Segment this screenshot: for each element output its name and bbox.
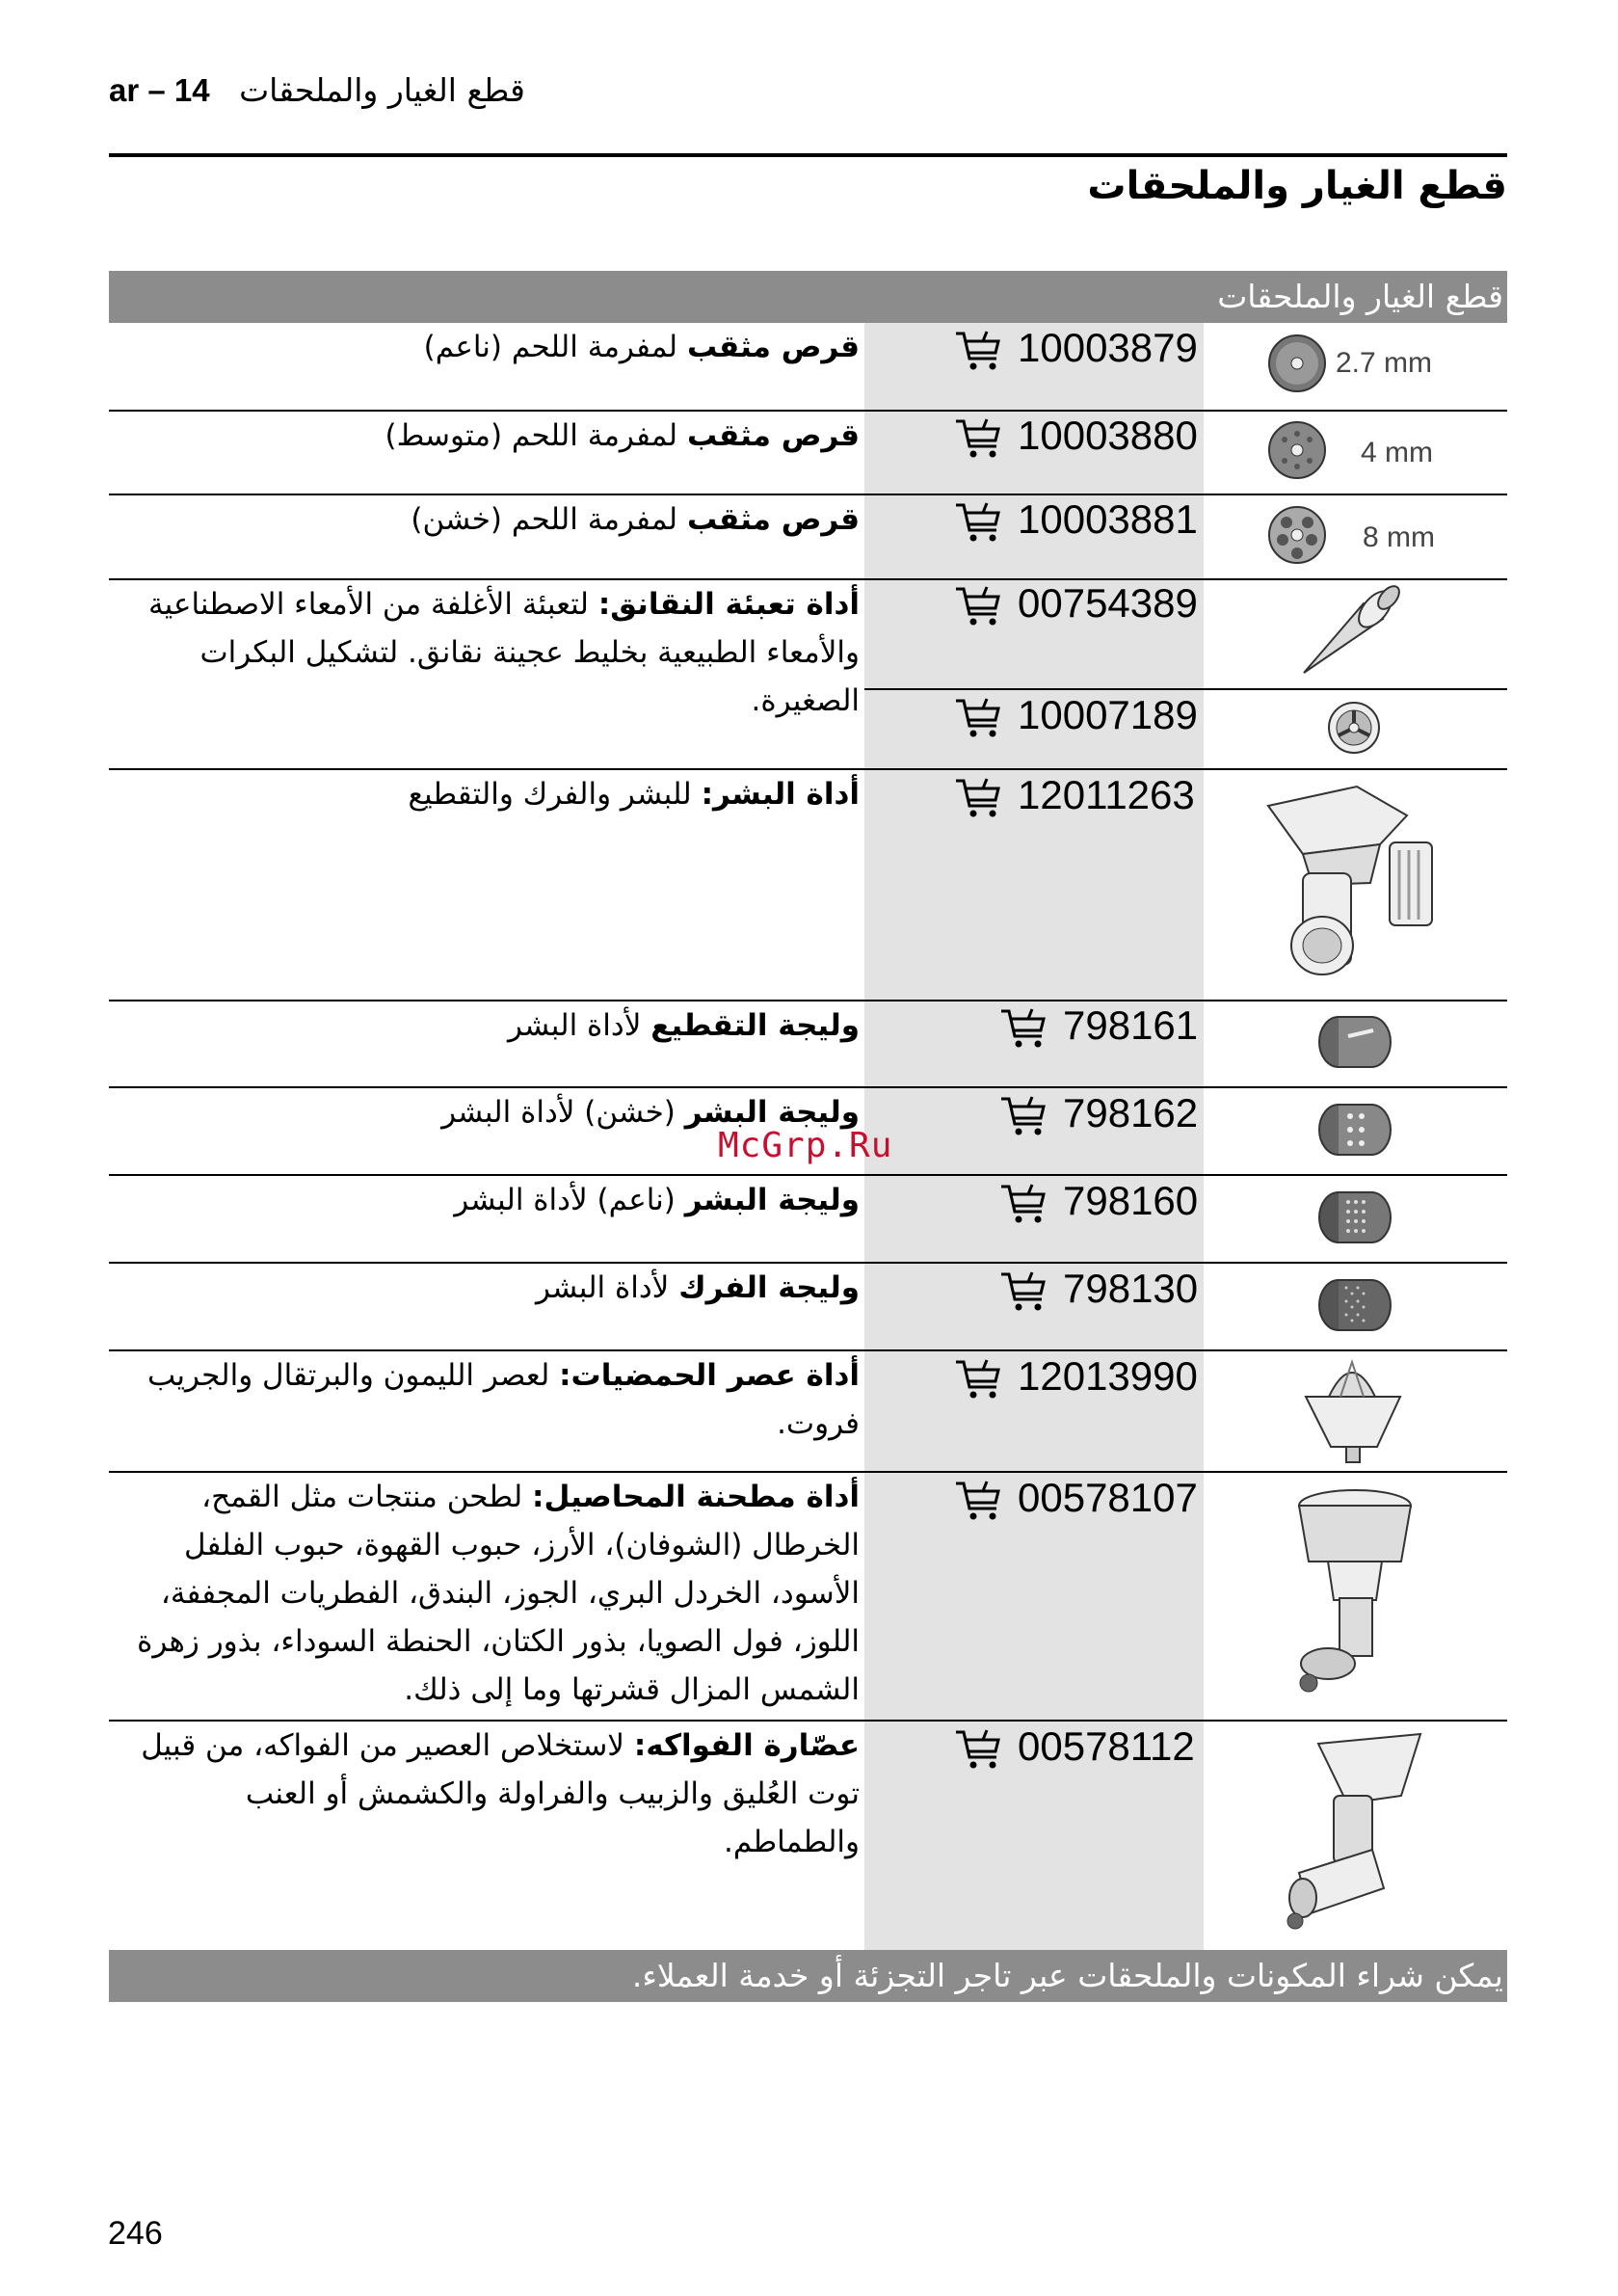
grain-mill-icon (1289, 1484, 1415, 1696)
table-header: قطع الغيار والملحقات (109, 271, 1507, 323)
sausage-filler-icon (1296, 584, 1412, 681)
page-title: قطع الغيار والملحقات (1087, 164, 1507, 208)
watermark: McGrp.Ru (718, 1126, 893, 1165)
row-description: وليجة البشر (ناعم) لأداة البشر (454, 1183, 860, 1217)
header-section: قطع الغيار والملحقات (239, 71, 525, 109)
cart-icon[interactable] (954, 585, 1004, 627)
part-number: 10003881 (1018, 496, 1198, 542)
page-label: ar – 14 (109, 72, 210, 108)
part-number: 798161 (1063, 1002, 1199, 1048)
slicing-drum-icon (1315, 1007, 1393, 1075)
row-divider (864, 688, 1507, 690)
row-description: وليجة الفرك لأداة البشر (536, 1270, 860, 1305)
coarse-drum-icon (1315, 1095, 1393, 1162)
disc-coarse-icon (1265, 503, 1329, 567)
cart-icon[interactable] (999, 1007, 1049, 1050)
page-header (109, 71, 525, 109)
citrus-press-icon (1296, 1354, 1410, 1468)
part-number: 12011263 (1018, 772, 1195, 817)
cart-icon[interactable] (954, 697, 1004, 739)
row-description: وليجة البشر (خشن) لأداة البشر (441, 1095, 860, 1130)
cart-icon[interactable] (954, 1358, 1004, 1401)
cart-icon[interactable] (954, 777, 1004, 819)
part-number: 10003879 (1018, 325, 1198, 370)
footer-note: يمكن شراء المكونات والملحقات عبر تاجر التجزئة أو خدمة العملاء. (109, 1950, 1507, 2002)
cart-icon[interactable] (954, 1480, 1004, 1522)
cart-icon[interactable] (999, 1183, 1049, 1225)
row-description: أداة عصر الحمضيات: لعصر الليمون والبرتقال والجريب فروت. (146, 1358, 860, 1441)
cart-icon[interactable] (954, 501, 1004, 544)
cart-icon[interactable] (954, 330, 1004, 372)
hole-size-label: 4 mm (1361, 437, 1433, 468)
cart-icon[interactable] (999, 1095, 1049, 1137)
hole-size-label: 8 mm (1363, 521, 1435, 553)
grater-attachment-icon (1264, 777, 1447, 991)
cart-icon[interactable] (954, 1728, 1004, 1771)
row-description: أداة البشر: للبشر والفرك والتقطيع (408, 777, 860, 812)
part-number: 10003880 (1018, 413, 1198, 458)
row-description: وليجة التقطيع لأداة البشر (508, 1008, 860, 1043)
part-number: 00578112 (1018, 1723, 1195, 1769)
cart-icon[interactable] (954, 417, 1004, 460)
row-description: عصّارة الفواكه: لاستخلاص العصير من الفواكه، من قبيل توت العُليق والزبيب والفراولة والكشمش أو العنب والطماطم. (141, 1728, 860, 1859)
fruit-press-icon (1280, 1728, 1424, 1936)
row-description: قرص مثقب لمفرمة اللحم (متوسط) (385, 418, 860, 453)
row-description: قرص مثقب لمفرمة اللحم (ناعم) (423, 330, 860, 364)
header-rule (109, 153, 1507, 157)
part-number: 00754389 (1018, 580, 1198, 626)
page-number: 246 (108, 2215, 163, 2252)
row-description: أداة مطحنة المحاصيل: لطحن منتجات مثل القمح، الخرطال (الشوفان)، الأرز، حبوب القهوة، حبوب الفلفل الأسود، الخردل البري، الجوز، البندق، الفطريات المجففة، اللوز، فول الصويا، بذور الكتان، الحنطة السوداء، بذور زهرة الشمس المزال قشرتها وما إلى ذلك. (137, 1480, 860, 1707)
row-description: أداة تعبئة النقانق: لتعبئة الأغلفة من الأمعاء الاصطناعية والأمعاء الطبيعية بخليط عجينة نقانق. لتشكيل البكرات الصغيرة. (148, 587, 860, 718)
part-number: 12013990 (1018, 1353, 1198, 1399)
part-number: 798162 (1063, 1090, 1199, 1135)
cart-icon[interactable] (999, 1270, 1049, 1313)
hole-size-label: 2.7 mm (1336, 347, 1433, 379)
part-number: 798130 (1063, 1266, 1199, 1311)
part-number: 10007189 (1018, 692, 1198, 737)
fine-drum-icon (1315, 1183, 1393, 1250)
disc-medium-icon (1265, 418, 1329, 482)
part-number: 00578107 (1018, 1475, 1198, 1520)
part-number: 798160 (1063, 1178, 1199, 1223)
spacer-disc-icon (1325, 697, 1383, 759)
rubbing-drum-icon (1315, 1270, 1393, 1338)
row-description: قرص مثقب لمفرمة اللحم (خشن) (411, 502, 860, 537)
disc-fine-icon (1265, 332, 1329, 395)
